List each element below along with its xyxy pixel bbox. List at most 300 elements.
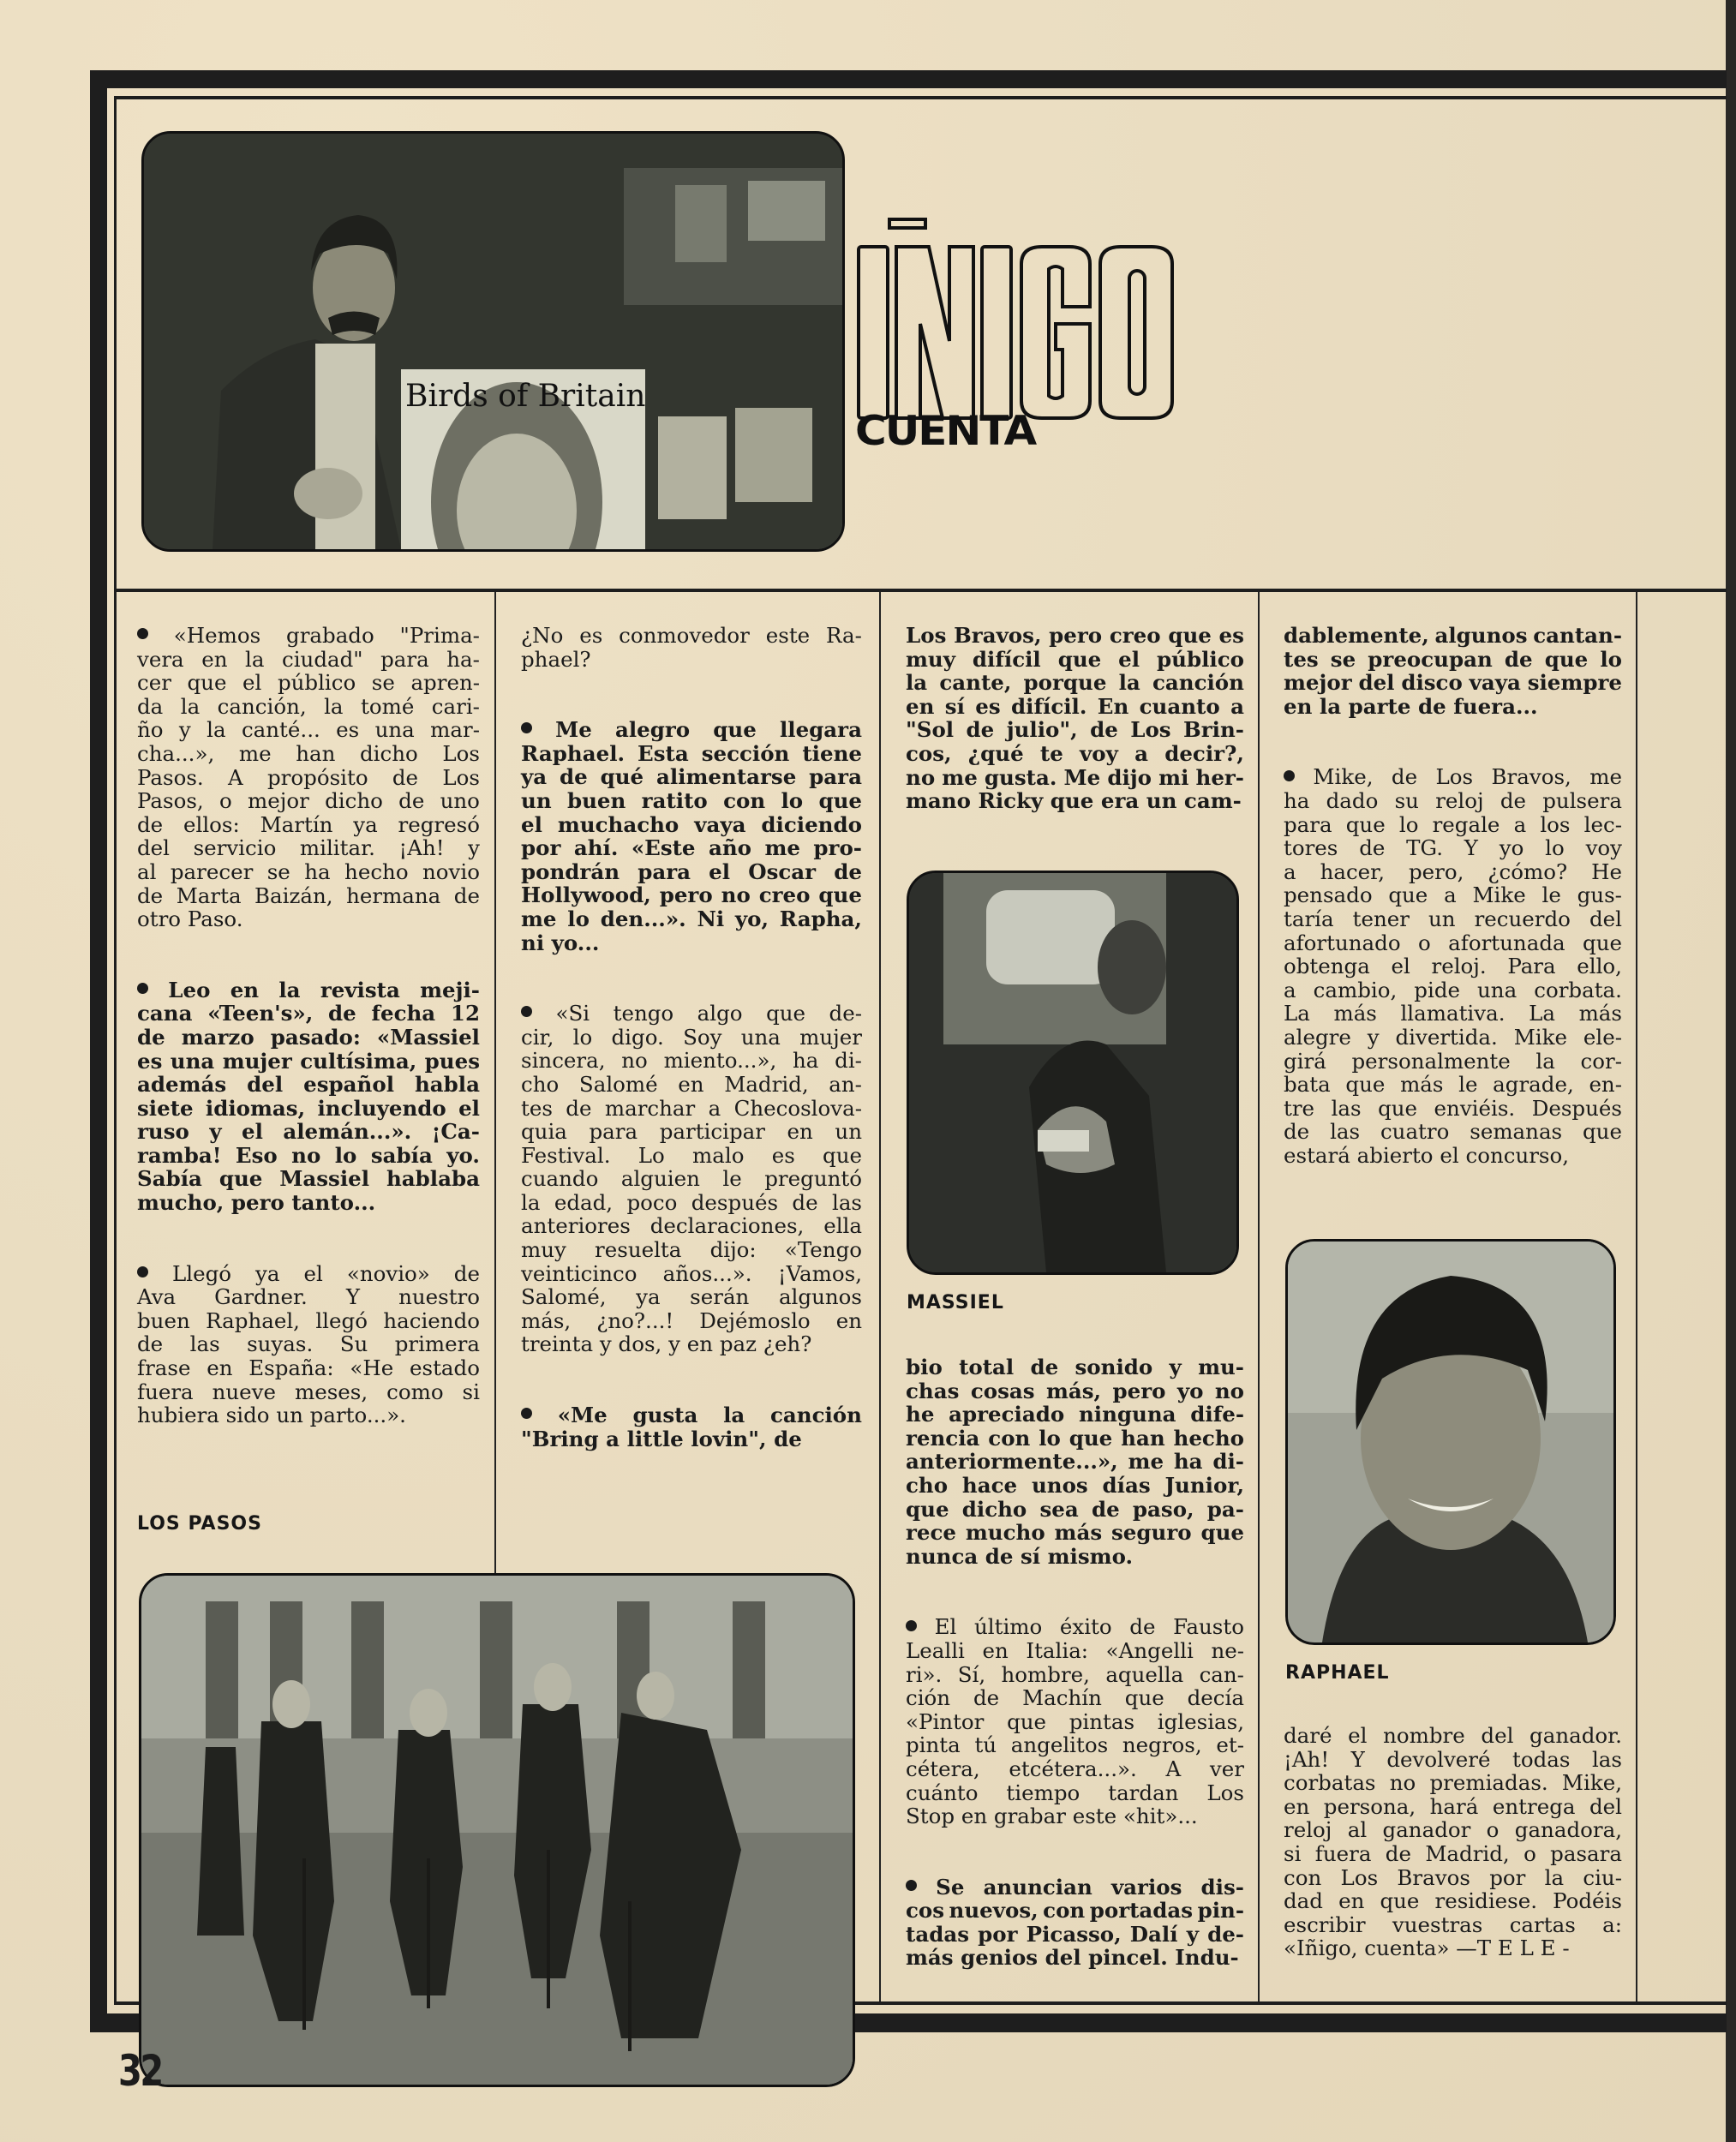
text-line — [906, 1355, 1244, 1379]
word: can- — [1199, 1661, 1244, 1687]
text-line-content: estará abierto el concurso, — [1284, 1142, 1570, 1168]
paragraph — [1284, 624, 1622, 718]
text-line — [906, 1686, 1244, 1710]
word: al — [1347, 1817, 1368, 1843]
word: idiomas, — [205, 1095, 306, 1121]
word: después — [691, 1189, 779, 1215]
text-line — [137, 836, 480, 860]
text-line — [521, 1403, 862, 1427]
word: me — [1128, 1449, 1164, 1475]
word: dad — [1284, 1888, 1323, 1914]
column-divider — [1636, 592, 1637, 2001]
word: novio — [422, 859, 480, 884]
text-line — [906, 742, 1244, 766]
word: más — [1333, 1001, 1377, 1026]
word: Bravos — [1397, 1864, 1470, 1890]
word: entrega — [1492, 1793, 1576, 1819]
word: alguien — [620, 1166, 700, 1192]
word: julio", — [1006, 717, 1078, 743]
word: me — [238, 740, 272, 766]
word: Salomé, — [521, 1284, 607, 1310]
word: daré — [1284, 1723, 1332, 1748]
word: un — [521, 787, 552, 813]
word: varios — [1110, 1874, 1182, 1900]
paragraph — [137, 624, 480, 931]
word: escribir — [1284, 1912, 1366, 1937]
word: Ni — [697, 906, 725, 931]
word: cuánto — [906, 1780, 979, 1805]
word: cartas — [1509, 1912, 1576, 1937]
word: ¡Vamos, — [777, 1260, 862, 1286]
bullet-icon — [137, 628, 148, 639]
word: ha — [1284, 787, 1310, 813]
word: Su — [339, 1331, 368, 1357]
word: España: — [248, 1355, 334, 1381]
word: del — [1358, 670, 1395, 696]
word: que — [1544, 646, 1589, 672]
word: TG. — [1406, 835, 1443, 861]
word: hace — [961, 1472, 1018, 1498]
word: hará — [1429, 1793, 1479, 1819]
photo-massiel — [907, 871, 1239, 1275]
text-line-content: en la parte de fuera... — [1284, 693, 1538, 719]
word: aquella — [1105, 1661, 1184, 1687]
word: que — [1378, 1095, 1418, 1121]
word: nuevos, — [949, 1898, 1039, 1924]
word: fuera — [137, 1379, 194, 1404]
word: no — [906, 764, 936, 790]
text-line — [521, 883, 862, 907]
title-cuenta: CUENTA — [855, 407, 1036, 455]
word: primera — [394, 1331, 480, 1357]
text-line — [1284, 624, 1622, 648]
text-line — [906, 1733, 1244, 1757]
word: a — [1230, 693, 1244, 719]
text-line-content: phael? — [521, 646, 591, 672]
word: año — [708, 835, 751, 861]
word: el — [1391, 954, 1410, 979]
word: meses, — [294, 1379, 368, 1404]
word: de — [137, 1331, 164, 1357]
word: qué — [600, 764, 644, 790]
word: cos — [906, 1898, 945, 1924]
word: la — [207, 717, 226, 743]
column-divider — [1258, 592, 1260, 2001]
word: reloj — [1435, 787, 1484, 813]
word: poco — [626, 1189, 678, 1215]
text-line-content: hubiera sido un parto...». — [137, 1403, 406, 1428]
word: cante, — [939, 670, 1012, 696]
word: ciudad" — [282, 646, 363, 672]
text-line — [521, 1238, 862, 1262]
word: obtenga — [1284, 954, 1370, 979]
text-line — [137, 884, 480, 908]
word: para — [638, 859, 691, 884]
word: y — [468, 835, 480, 861]
word: las — [1330, 1119, 1361, 1145]
word: cer — [137, 670, 171, 696]
word: Salomé — [578, 1071, 658, 1097]
word: no — [721, 883, 751, 908]
word: preocupan — [1368, 646, 1493, 672]
text-line — [1284, 931, 1622, 955]
text-line — [137, 1285, 480, 1309]
word: cambio, — [1313, 977, 1398, 1002]
word: este — [765, 623, 811, 648]
word: en — [835, 1307, 862, 1333]
word: de — [1500, 787, 1527, 813]
word: o — [1523, 1840, 1536, 1866]
text-line — [906, 1876, 1244, 1900]
word: anuncian — [983, 1874, 1092, 1900]
word: han — [296, 740, 336, 766]
word: total — [959, 1355, 1015, 1379]
word: Marta — [176, 883, 242, 908]
word: difícil — [972, 646, 1041, 672]
word: ha- — [446, 646, 480, 672]
word: llegara — [779, 717, 862, 743]
word: Dejémoslo — [699, 1307, 811, 1333]
word: en — [1284, 1793, 1310, 1819]
word: dijo — [1107, 764, 1152, 790]
word: mucho — [965, 1520, 1045, 1546]
column-divider — [879, 592, 881, 2001]
word: Los — [906, 623, 947, 648]
word: se — [1330, 646, 1356, 672]
bullet-icon — [521, 1006, 532, 1017]
word: días — [1102, 1472, 1151, 1498]
word: Llegó — [172, 1260, 232, 1286]
word: cho — [906, 1472, 949, 1498]
word: an- — [829, 1071, 862, 1097]
text-line — [521, 1332, 862, 1356]
word: afortunado — [1284, 930, 1401, 955]
word: grabado — [286, 623, 374, 648]
word: Gardner. — [214, 1284, 308, 1310]
text-line — [521, 813, 862, 837]
word: afortunada — [1448, 930, 1565, 955]
text-line — [906, 1474, 1244, 1498]
text-line — [521, 624, 862, 648]
word: pero, — [1408, 859, 1464, 884]
word: Italia: — [1026, 1637, 1089, 1663]
word: sección — [701, 740, 790, 766]
word: girá — [1284, 1048, 1326, 1074]
photo-massiel-illustration — [909, 873, 1236, 1272]
photo-raphael — [1285, 1239, 1616, 1645]
word: tomé — [361, 693, 415, 719]
text-line — [137, 1167, 480, 1191]
word: muy — [521, 1237, 566, 1263]
text-line — [521, 789, 862, 813]
word: hermana — [346, 883, 441, 908]
page-number: 32 — [118, 2046, 162, 2096]
word: siete — [137, 1095, 194, 1121]
word: la — [278, 977, 301, 1002]
word: por — [978, 1921, 1018, 1947]
word: si — [1284, 1840, 1302, 1866]
word: ahí. — [573, 835, 619, 861]
word: me — [764, 835, 800, 861]
word: la — [723, 1403, 745, 1428]
paragraph — [1284, 1724, 1622, 1960]
word: etcétera...». — [1009, 1756, 1137, 1781]
word: que — [823, 1142, 862, 1168]
word: no — [1389, 1770, 1416, 1796]
word: semanas — [1470, 1119, 1563, 1145]
word: Brin- — [1183, 717, 1244, 743]
word: para — [589, 1119, 638, 1145]
word: Bravos, — [1491, 764, 1571, 790]
bullet-icon — [137, 1266, 148, 1277]
word: a: — [1602, 1912, 1622, 1937]
word: la — [521, 1189, 541, 1215]
text-line-content: más genios del pincel. Indu- — [906, 1945, 1239, 1971]
word: devolveré — [1386, 1746, 1491, 1772]
word: apreciado — [949, 1402, 1065, 1427]
column-2 — [521, 624, 862, 1451]
text-line — [137, 813, 480, 837]
word: participar — [659, 1119, 765, 1145]
word: de — [1090, 717, 1118, 743]
word: siempre — [1527, 670, 1622, 696]
word: tú — [974, 1732, 997, 1758]
word: muchacho — [557, 811, 679, 837]
word: lo — [1600, 646, 1622, 672]
word: como — [386, 1379, 444, 1404]
word: di- — [835, 1048, 862, 1074]
word: del — [1481, 1723, 1514, 1748]
word: me — [521, 906, 557, 931]
word: Después — [1531, 1095, 1622, 1121]
word: tener — [1352, 906, 1410, 931]
word: mar- — [430, 717, 480, 743]
word: tengo — [613, 1001, 674, 1026]
word: del — [137, 835, 171, 861]
text-line — [521, 648, 862, 672]
word: mejor — [1284, 670, 1352, 696]
word: tiempo — [1006, 1780, 1081, 1805]
word: lo — [334, 1142, 357, 1168]
text-line — [521, 1073, 862, 1097]
word: algunos — [778, 1284, 862, 1310]
word: cho — [521, 1071, 560, 1097]
paragraph — [1284, 765, 1622, 1167]
column-3-top — [906, 624, 1244, 813]
word: y — [209, 1119, 222, 1145]
word: que — [1007, 1708, 1047, 1734]
text-line — [1284, 813, 1622, 837]
word: declaraciones, — [650, 1213, 805, 1239]
word: bata — [1284, 1072, 1331, 1098]
word: miento...», — [663, 1048, 777, 1074]
word: resuelta — [595, 1237, 682, 1263]
word: pinta — [906, 1732, 961, 1758]
word: revista — [320, 977, 400, 1002]
text-line — [906, 1403, 1244, 1427]
word: lo — [1398, 811, 1419, 837]
word: que — [1345, 1072, 1386, 1098]
word: gus- — [1577, 883, 1622, 908]
word: que — [1380, 1888, 1420, 1914]
word: un — [1428, 906, 1456, 931]
word: más — [1054, 1520, 1103, 1546]
text-line — [137, 742, 480, 766]
word: la — [906, 670, 928, 696]
word: Me — [555, 717, 592, 743]
word: ele- — [1583, 1024, 1622, 1050]
word: ¿qué — [967, 740, 1024, 766]
word: Leo — [168, 977, 211, 1002]
header-photo-illustration — [144, 134, 842, 549]
word: lo — [567, 906, 590, 931]
word: cos, — [906, 740, 952, 766]
column-4-top — [1284, 624, 1622, 1167]
text-line — [906, 1710, 1244, 1734]
word: marzo — [181, 1024, 254, 1050]
header-photo-inigo — [141, 131, 845, 552]
word: agrade, — [1493, 1072, 1574, 1098]
word: más, — [1045, 1378, 1102, 1403]
photo-raphael-illustration — [1288, 1242, 1613, 1642]
word: éxito — [1059, 1614, 1112, 1640]
title-inigo-logo — [853, 212, 1196, 427]
text-line — [137, 695, 480, 719]
text-line — [137, 1403, 480, 1427]
word: decía — [1187, 1685, 1244, 1711]
word: de- — [829, 1001, 862, 1026]
text-line — [137, 624, 480, 648]
text-line — [1284, 978, 1622, 1002]
word: "Sol — [906, 717, 955, 743]
word: pide — [1414, 977, 1460, 1002]
word: ganadora, — [1514, 1817, 1622, 1843]
word: en — [982, 1637, 1009, 1663]
word: dado — [1326, 787, 1379, 813]
word: algunos — [1434, 623, 1528, 648]
word: veinticinco — [521, 1260, 638, 1286]
word: que — [218, 1166, 263, 1192]
word: para — [1284, 811, 1332, 837]
word: ya — [636, 1284, 661, 1310]
word: pintas — [1069, 1708, 1135, 1734]
word: de — [1385, 1840, 1411, 1866]
word: sincera, — [521, 1048, 606, 1074]
word: Junior, — [1164, 1472, 1244, 1498]
word: de — [137, 1024, 165, 1050]
word: que — [1069, 1425, 1113, 1451]
page-edge — [1726, 0, 1736, 2142]
word: que — [1057, 646, 1102, 672]
paragraph — [137, 978, 480, 1215]
word: cor- — [1580, 1048, 1622, 1074]
word: que — [1583, 1119, 1622, 1145]
word: «Tengo — [784, 1237, 862, 1263]
word: y — [178, 717, 191, 743]
word: de — [453, 1260, 480, 1286]
word: den...». — [600, 906, 686, 931]
word: her- — [1195, 764, 1244, 790]
word: seguro — [1111, 1520, 1192, 1546]
text-line — [521, 1097, 862, 1121]
word: ganador — [1382, 1817, 1471, 1843]
word: llamativa. — [1400, 1001, 1506, 1026]
word: hablaba — [386, 1166, 480, 1192]
word: le — [1458, 1072, 1478, 1098]
word: del — [247, 1072, 284, 1098]
word: pin- — [1197, 1898, 1244, 1924]
word: servicio — [193, 835, 277, 861]
word: Pasos. — [137, 764, 204, 790]
text-line — [1284, 1050, 1622, 1074]
word: anteriormente...», — [906, 1449, 1118, 1475]
word: nombre — [1383, 1723, 1465, 1748]
word: quia — [521, 1119, 567, 1145]
inner-rule-left — [114, 96, 117, 2005]
word: público — [277, 670, 356, 696]
word: cuando — [521, 1166, 599, 1192]
word: a — [708, 1095, 721, 1121]
word: divertida. — [1395, 1024, 1498, 1050]
text-line — [1284, 1073, 1622, 1097]
word: propósito — [266, 764, 368, 790]
word: cuatro — [1380, 1119, 1450, 1145]
word: de — [1091, 1496, 1120, 1522]
text-line — [906, 648, 1244, 672]
word: pensado — [1284, 883, 1373, 908]
column-1 — [137, 624, 480, 1427]
word: vaya — [694, 811, 746, 837]
word: ver — [1209, 1756, 1244, 1781]
word: tre — [1284, 1095, 1315, 1121]
word: gusta. — [984, 764, 1057, 790]
word: no — [291, 1142, 321, 1168]
word: «Hemos — [173, 623, 261, 648]
word: La — [1529, 1001, 1555, 1026]
word: Los — [442, 764, 480, 790]
text-line — [521, 931, 862, 955]
word: en- — [1589, 1072, 1622, 1098]
word: hacer, — [1320, 859, 1385, 884]
word: mi — [1158, 764, 1189, 790]
word: de — [1504, 646, 1533, 672]
word: gusta — [632, 1403, 698, 1428]
word: que — [818, 883, 862, 908]
word: regresó — [398, 811, 480, 837]
word: que — [1168, 623, 1212, 648]
word: y — [1169, 1355, 1182, 1379]
text-line — [521, 907, 862, 931]
word: canción — [769, 1403, 862, 1428]
word: di- — [1212, 1449, 1244, 1475]
word: tes — [521, 1095, 553, 1121]
text-line — [521, 1309, 862, 1333]
word: sea — [1039, 1496, 1079, 1522]
word: la — [1118, 670, 1140, 696]
word: He — [1591, 859, 1622, 884]
word: marchar — [604, 1095, 696, 1121]
word: lec- — [1583, 811, 1622, 837]
text-line — [906, 1615, 1244, 1639]
word: diciendo — [761, 811, 862, 837]
word: Massiel — [279, 1166, 370, 1192]
word: Mike — [1472, 883, 1526, 908]
word: Mike, — [1561, 1770, 1622, 1796]
word: Los — [1435, 764, 1474, 790]
word: de — [834, 859, 862, 884]
text-line — [137, 1332, 480, 1356]
word: Y — [345, 1284, 361, 1310]
